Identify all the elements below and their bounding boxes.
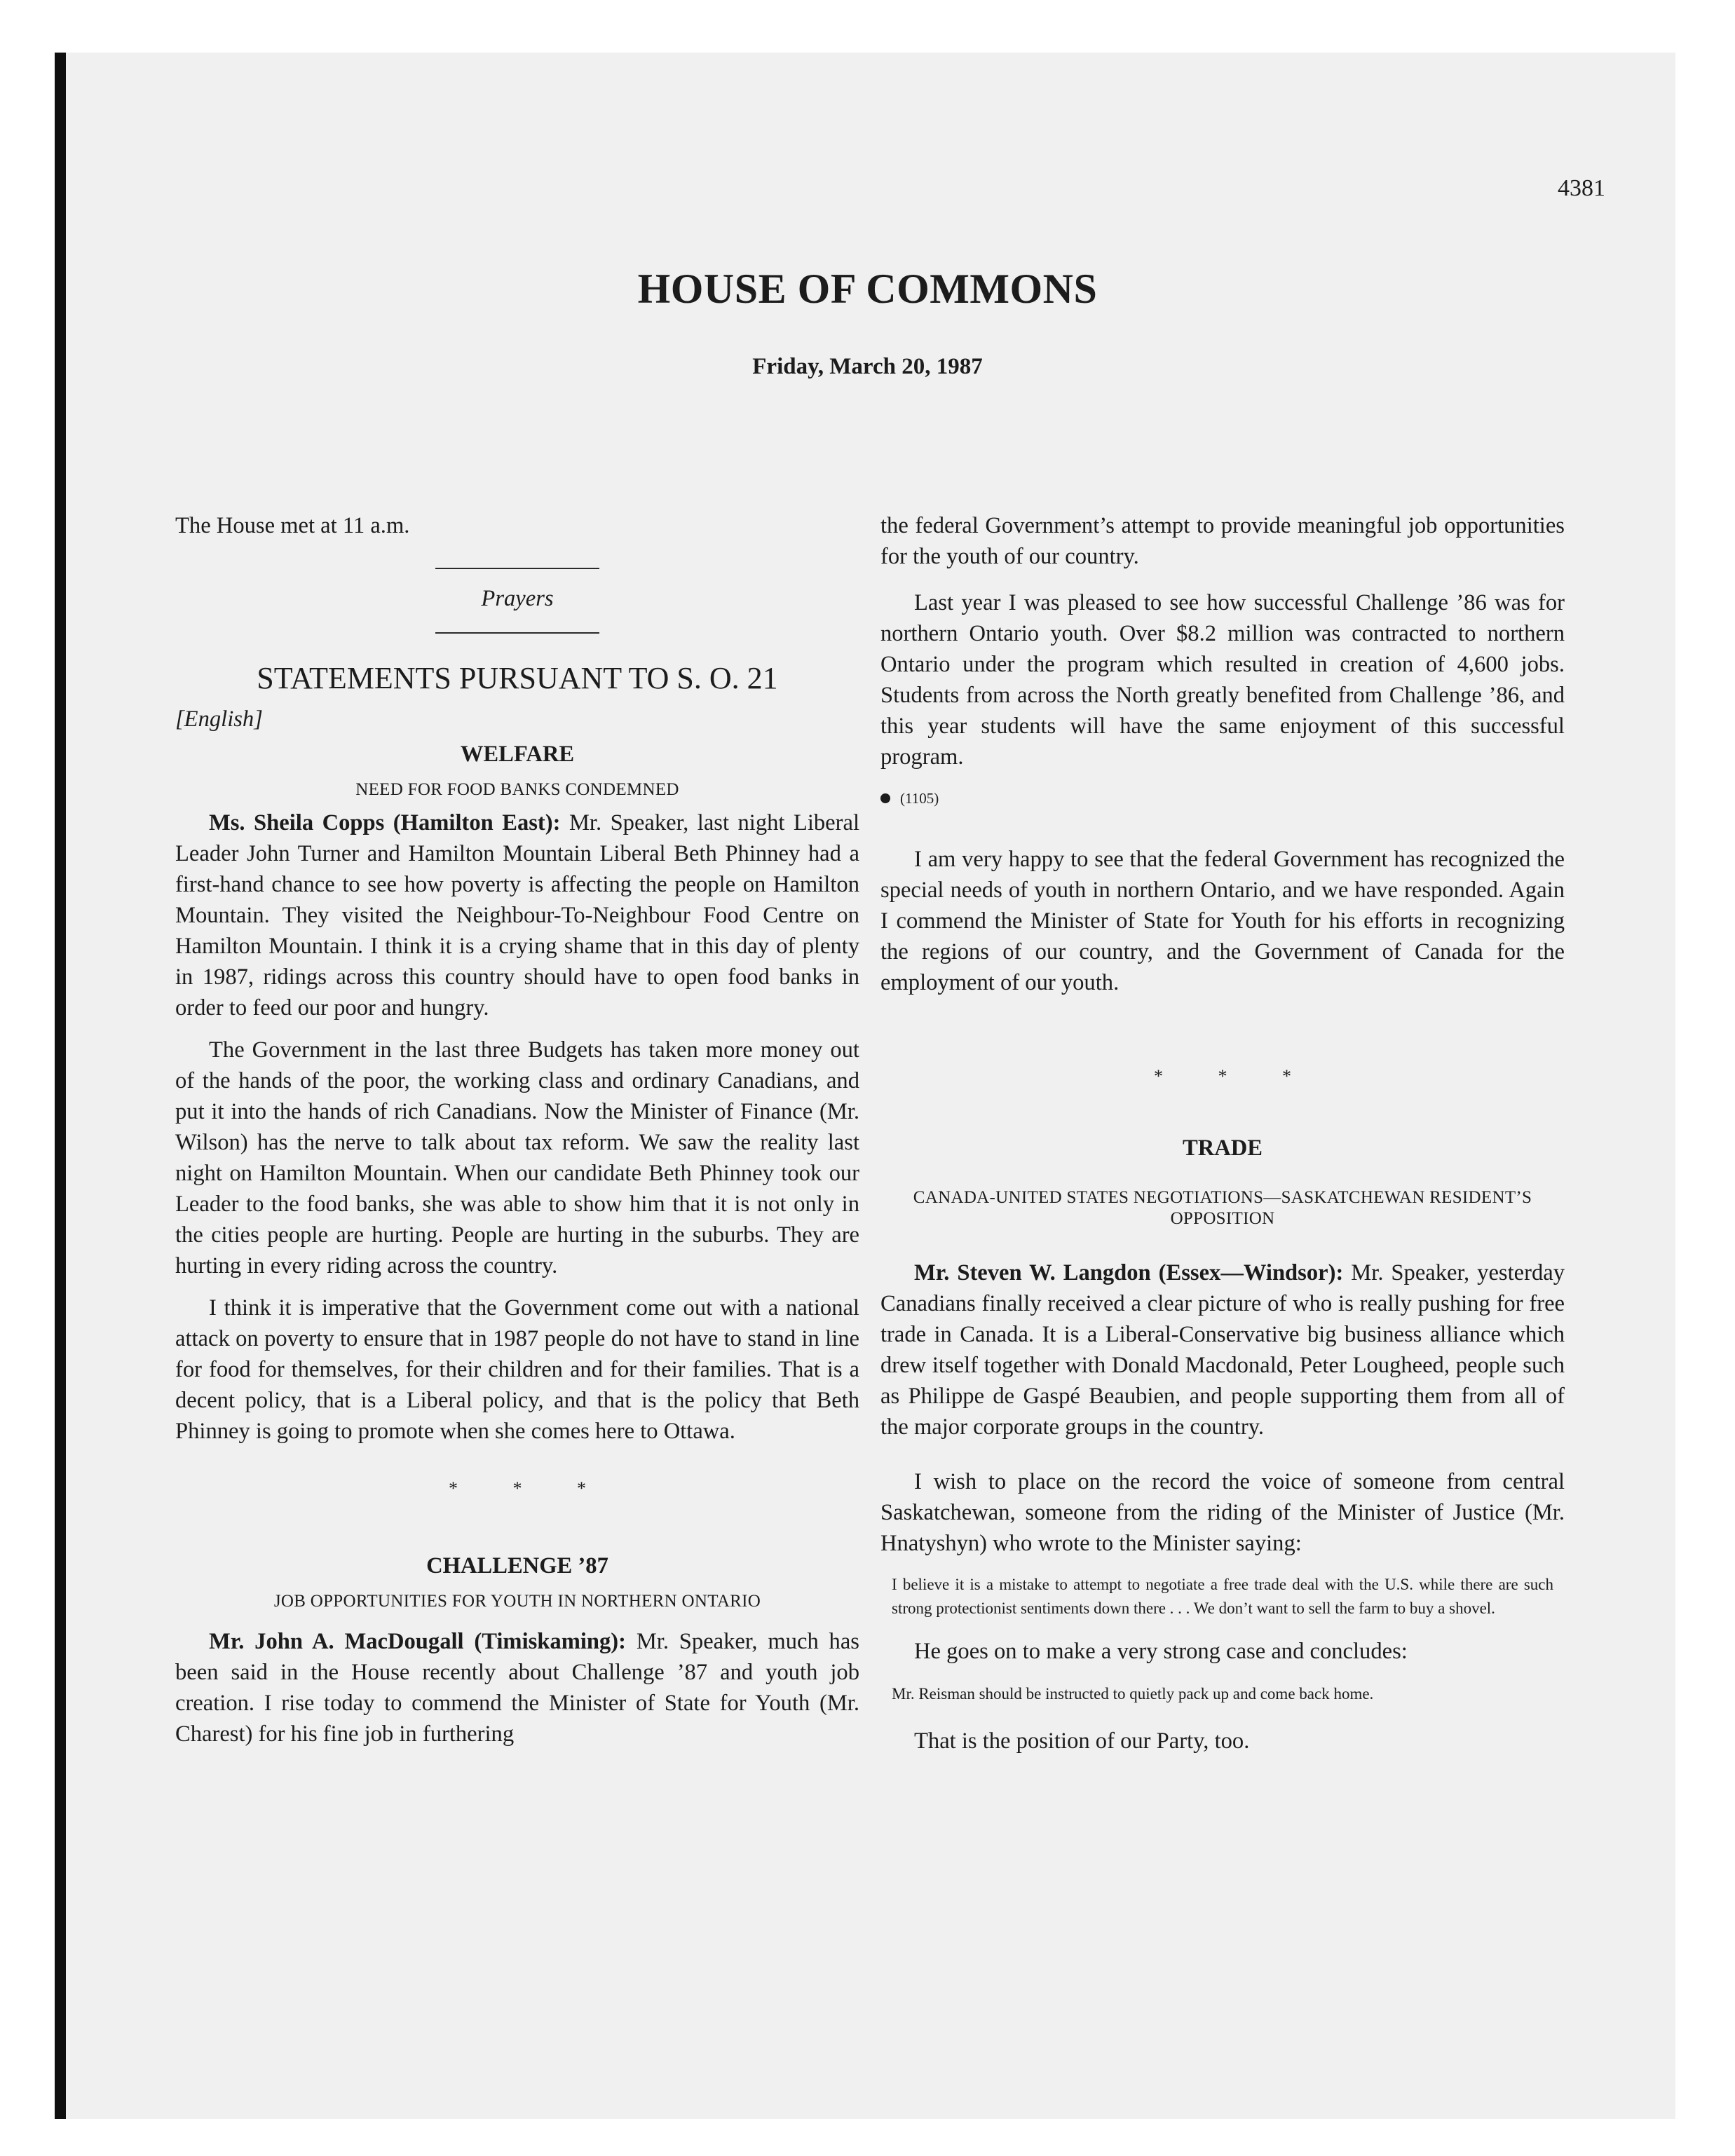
statements-heading: STATEMENTS PURSUANT TO S. O. 21 bbox=[257, 661, 778, 695]
speaker-name: Mr. Steven W. Langdon (Essex—Windsor): bbox=[914, 1260, 1344, 1285]
subheading-food-banks: NEED FOR FOOD BANKS CONDEMNED bbox=[355, 780, 679, 799]
paragraph: I wish to place on the record the voice of someone from central Saskatchewan, someone from the riding of the Minister of Justice (Mr. Hnatyshyn) who wrote to the Minister saying: bbox=[880, 1469, 1565, 1556]
subheading-youth-jobs: JOB OPPORTUNITIES FOR YOUTH IN NORTHERN ONTARIO bbox=[273, 1592, 761, 1611]
speech-text: Mr. Speaker, last night Liberal Leader John Turner and Hamilton Mountain Liberal Beth Phinney had a first-hand chance to see how poverty is affecting the people on Hamilton Mountain. They visited the Neighbour-To-Neighbour Food Centre on Hamilton Mountain. I think it is a crying shame that in this day of plenty in 1987, ridings across this country should have to open food banks in order to feed our poor and hungry. bbox=[175, 810, 859, 1021]
page-title: HOUSE OF COMMONS bbox=[637, 266, 1098, 312]
opening-line: The House met at 11 a.m. bbox=[175, 513, 410, 538]
quoted-letter: I believe it is a mistake to attempt to negotiate a free trade deal with the U.S. while there are such strong protectionist sentiments down there . . . We don’t want to sell the farm to buy a shovel. bbox=[892, 1576, 1553, 1617]
paragraph: I think it is imperative that the Government come out with a national attack on poverty to ensure that in 1987 people do not have to stand in line for food for themselves, for their children and for their families. That is a decent policy, that is a Liberal policy, and that is the policy that Beth Phinney is going to promote when she comes here to Ottawa. bbox=[175, 1295, 859, 1444]
section-separator: * * * bbox=[1154, 1066, 1316, 1086]
section-heading-trade: TRADE bbox=[1182, 1135, 1263, 1161]
prayers-label: Prayers bbox=[481, 586, 554, 611]
paragraph: The Government in the last three Budgets has taken more money out of the hands of the poor, the working class and ordinary Canadians, and put it into the hands of rich Canadians. Now the Minister of Finance (Mr. Wilson) has the nerve to talk about tax reform. We saw the reality last night on Hamilton Mountain. When our candidate Beth Phinney took our Leader to the food banks, she was able to show him that it is not only in the cities people are hurting. People are hurting in the suburbs. They are hurting in every riding across the country. bbox=[175, 1037, 859, 1278]
divider-rule bbox=[435, 568, 599, 569]
speech-text: Mr. Speaker, much has been said in the House recently about Challenge ’87 and youth job creation. I rise today to commend the Minister of State for Youth (Mr. Charest) for his fine job in furthering bbox=[175, 1629, 859, 1747]
paragraph: Last year I was pleased to see how successful Challenge ’86 was for northern Ontario youth. Over $8.2 million was contracted to northern Ontario under the program which resulted in creation of 4,600 jobs. Students from across the North greatly benefited from Challenge ’86, and this year students will have the same enjoyment of this successful program. bbox=[880, 590, 1565, 770]
divider-rule bbox=[435, 632, 599, 634]
paragraph bbox=[175, 807, 859, 1023]
section-separator: * * * bbox=[449, 1478, 611, 1499]
speech-text: Mr. Speaker, yesterday Canadians finally received a clear picture of who is really pushing for free trade in Canada. It is a Liberal-Conservative big business alliance which drew itself together with Donald Macdonald, Peter Lougheed, people such as Philippe de Gaspé Beaubien, and people supporting them from all of the major corporate groups in the country. bbox=[880, 1260, 1565, 1440]
section-heading-welfare: WELFARE bbox=[460, 742, 575, 767]
sitting-date: Friday, March 20, 1987 bbox=[752, 354, 983, 379]
paragraph bbox=[880, 1257, 1565, 1442]
right-column bbox=[880, 510, 1565, 1756]
page-number: 4381 bbox=[1558, 175, 1605, 201]
quoted-conclusion: Mr. Reisman should be instructed to quietly pack up and come back home. bbox=[892, 1685, 1374, 1703]
language-tag: [English] bbox=[175, 707, 263, 732]
left-column bbox=[175, 510, 859, 1749]
section-heading-challenge: CHALLENGE ’87 bbox=[426, 1553, 608, 1578]
subheading-trade: CANADA-UNITED STATES NEGOTIATIONS—SASKATCHEWAN RESIDENT’S OPPOSITION bbox=[913, 1188, 1532, 1228]
speaker-name: Ms. Sheila Copps (Hamilton East): bbox=[209, 810, 561, 835]
time-marker bbox=[880, 788, 1565, 809]
paragraph: the federal Government’s attempt to provide meaningful job opportunities for the youth of our country. bbox=[880, 513, 1565, 569]
speaker-name: Mr. John A. MacDougall (Timiskaming): bbox=[209, 1629, 627, 1654]
bullet-icon bbox=[880, 793, 890, 803]
paragraph: I am very happy to see that the federal Government has recognized the special needs of youth in northern Ontario, and we have responded. Again I commend the Minister of State for Youth for his efforts in recognizing the regions of our country, and the Government of Canada for the employment of our youth. bbox=[880, 847, 1565, 995]
paragraph: That is the position of our Party, too. bbox=[914, 1728, 1250, 1754]
paragraph: He goes on to make a very strong case and concludes: bbox=[914, 1639, 1408, 1664]
time-marker-text: (1105) bbox=[900, 790, 939, 807]
paragraph bbox=[175, 1626, 859, 1749]
